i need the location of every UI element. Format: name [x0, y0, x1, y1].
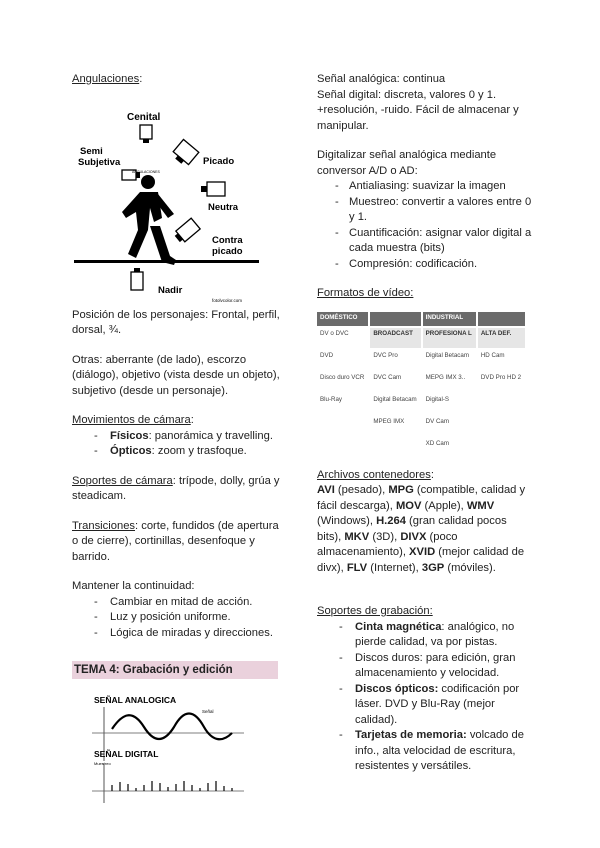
soportes-grabacion-list	[317, 620, 532, 775]
label-subjetiva: Subjetiva	[78, 156, 121, 168]
table-row	[317, 350, 525, 370]
angulaciones-diagram	[70, 90, 270, 302]
table-header-cell: INDUSTRIAL	[423, 312, 476, 326]
digital-title: SEÑAL DIGITAL	[94, 749, 159, 759]
analog-wave	[112, 714, 232, 740]
table-cell	[317, 438, 368, 458]
table-cell	[370, 438, 420, 458]
analog-title: SEÑAL ANALOGICA	[94, 695, 177, 705]
digitalizar-list	[317, 179, 532, 272]
formatos-table	[315, 310, 527, 460]
table-row	[317, 416, 525, 436]
list-item: - Ópticos: zoom y trasfoque.	[72, 444, 282, 460]
list-item: - Compresión: codificación.	[317, 257, 532, 273]
movimientos-colon: :	[190, 414, 194, 426]
label-semi: Semi	[80, 145, 103, 157]
table-cell: Digital-S	[425, 395, 450, 403]
table-cell: BROADCAST	[370, 328, 420, 348]
label-contra: Contra	[212, 234, 243, 246]
list-item: - Cuantificación: asignar valor digital a cada muestra (bits)	[317, 226, 532, 257]
table-cell: DVC Pro	[373, 351, 398, 359]
list-item: - Luz y posición uniforme.	[72, 610, 282, 626]
soportes-grabacion-title: Soportes de grabación:	[317, 605, 433, 617]
table-cell: Blu-Ray	[320, 395, 343, 403]
list-item: - Discos ópticos: codificación por láser. DVD y Blu-Ray (mejor calidad).	[317, 682, 532, 729]
list-item: - Tarjetas de memoria: volcado de info., alta velocidad de escritura, resistentes y versátiles.	[317, 728, 532, 775]
table-cell: PROFESIONA L	[423, 328, 476, 348]
continuidad-list	[72, 595, 282, 642]
movimientos-title: Movimientos de cámara	[72, 414, 191, 426]
table-cell: Digital Betacam	[373, 395, 417, 403]
table-cell: HD Cam	[480, 351, 505, 359]
table-cell	[478, 416, 525, 436]
posicion-text: Posición de los personajes: Frontal, perfil, dorsal, ¾.	[72, 308, 280, 336]
table-cell: Digital Betacam	[425, 351, 469, 359]
table-row	[317, 328, 525, 348]
table-cell	[317, 416, 368, 436]
camera-nadir-icon	[131, 272, 143, 290]
table-cell	[478, 394, 525, 414]
list-item: - Lógica de miradas y direcciones.	[72, 626, 282, 642]
list-item: - Muestreo: convertir a valores entre 0 y 1.	[317, 195, 532, 226]
label-cenital: Cenital	[127, 111, 161, 123]
table-cell: ALTA DEF.	[478, 328, 525, 348]
camera-picado-icon	[171, 139, 199, 167]
analog-note: Señal	[202, 709, 214, 714]
table-cell: DV Cam	[425, 417, 450, 425]
list-item: - Físicos: panorámica y travelling.	[72, 429, 282, 445]
table-cell: DVD	[320, 351, 334, 359]
table-header-cell	[478, 312, 525, 326]
table-row	[317, 372, 525, 392]
right-column	[317, 72, 532, 789]
label-nadir: Nadir	[158, 284, 183, 296]
digital-samples	[112, 781, 232, 791]
label-picado: Picado	[203, 155, 235, 167]
label-small: ANGULACIONES	[132, 169, 160, 174]
movimientos-list	[72, 429, 282, 460]
table-header-cell: DOMÉSTICO	[317, 312, 368, 326]
signal-diagram	[72, 691, 252, 809]
table-row	[317, 394, 525, 414]
contenedores-text: Archivos contenedores: AVI (pesado), MPG (compatible, calidad y fácil descarga), MOV (Apple), WMV (Windows), H.264 (gran calidad pocos bits), MKV (3D), DIVX (poco almacenamiento), XVID (mejor calidad de divx), FLV (Internet), 3GP (móviles).	[317, 468, 526, 574]
walking-person-icon	[122, 175, 176, 265]
table-cell: DVD Pro HD 2	[480, 373, 522, 381]
camera-cenital-icon	[140, 125, 152, 139]
soportes-camara-text: Soportes de cámara: trípode, dolly, grúa y steadicam.	[72, 474, 280, 502]
table-cell: XD Cam	[425, 439, 450, 447]
camera-contra-picado-icon	[173, 218, 200, 244]
table-cell: DVC Cam	[373, 373, 402, 381]
senal-digital: Señal digital: discreta, valores 0 y 1. +resolución, -ruido. Fácil de almacenar y manipular.	[317, 88, 519, 132]
table-cell: MEPG IMX 3..	[425, 373, 466, 381]
continuidad-title: Mantener la continuidad:	[72, 580, 195, 592]
transiciones-text: Transiciones: corte, fundidos (de apertura o de cierre), cortinillas, desenfoque y barrido.	[72, 519, 279, 563]
contenedores-title: Archivos contenedores	[317, 468, 431, 481]
table-header-cell	[370, 312, 420, 326]
list-item: - Cinta magnética: analógico, no pierde calidad, va por pistas.	[317, 620, 532, 651]
senal-analogica: Señal analógica: continua	[317, 73, 446, 85]
table-cell: DV o DVC	[320, 329, 349, 337]
camera-neutra-icon	[207, 182, 225, 196]
left-column	[72, 72, 282, 809]
table-cell: Disco duro VCR	[320, 373, 365, 381]
otras-text: Otras: aberrante (de lado), escorzo (diálogo), objetivo (vista desde un objeto), subjetivo (desde un personaje).	[72, 353, 280, 397]
list-item: - Discos duros: para edición, gran almacenamiento y velocidad.	[317, 651, 532, 682]
floor-line	[74, 260, 259, 263]
angulaciones-title: Angulaciones	[72, 73, 140, 85]
angulaciones-heading	[72, 72, 282, 88]
label-neutra: Neutra	[208, 201, 239, 213]
list-item: - Antialiasing: suavizar la imagen	[317, 179, 532, 195]
formatos-title: Formatos de vídeo:	[317, 287, 414, 299]
table-cell: MPEG IMX	[373, 417, 405, 425]
list-item: - Cambiar en mitad de acción.	[72, 595, 282, 611]
digital-note: Muestreo	[94, 761, 111, 766]
digitalizar-text: Digitalizar señal analógica mediante conversor A/D o AD:	[317, 149, 497, 177]
angulaciones-colon: :	[139, 73, 143, 85]
table-header-row	[317, 312, 525, 326]
table-cell	[478, 438, 525, 458]
label-picado2: picado	[212, 245, 243, 257]
table-row	[317, 438, 525, 458]
tema4-heading: TEMA 4: Grabación y edición	[72, 661, 278, 679]
diagram-credit: fotolycolor.com	[212, 297, 243, 302]
